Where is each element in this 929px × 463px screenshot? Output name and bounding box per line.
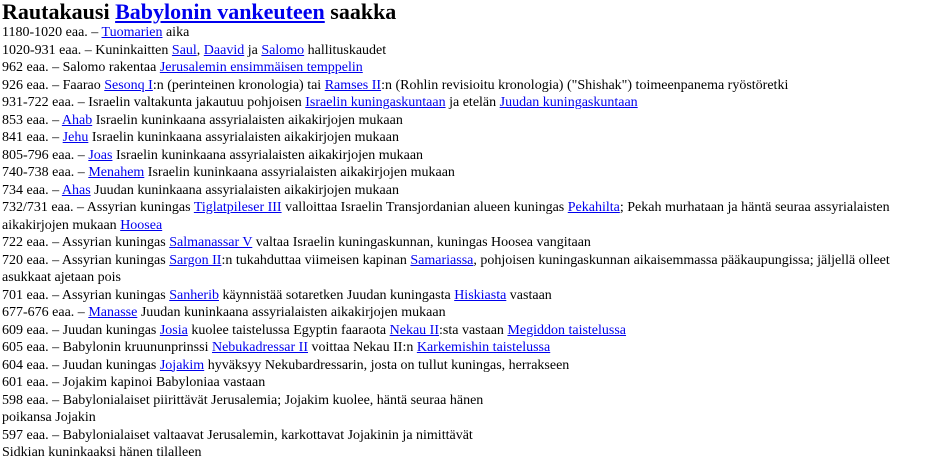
- timeline-entry: [2, 42, 929, 60]
- entry-text: aika: [162, 25, 190, 40]
- entry-text: :n (perinteinen kronologia) tai: [152, 77, 325, 93]
- entry-link[interactable]: Jerusalemin ensimmäisen temppelin: [159, 60, 363, 75]
- entry-text: Israelin kuninkaana assyrialaisten aikakirjojen mukaan: [92, 112, 403, 128]
- entry-text: Juudan kuninkaana assyrialaisten aikakirjojen mukaan: [90, 182, 399, 198]
- timeline-entry: [2, 129, 929, 147]
- timeline-entry: [2, 234, 929, 252]
- entry-text: vastaan: [506, 287, 552, 303]
- entry-link[interactable]: Jojakim: [159, 357, 205, 373]
- section-heading: [2, 0, 929, 24]
- entry-link[interactable]: Jehu: [62, 130, 89, 145]
- entry-text: 604 eaa. – Juudan kuningas: [2, 357, 160, 373]
- timeline-entry: [2, 199, 929, 234]
- entry-link[interactable]: Manasse: [88, 305, 138, 320]
- timeline-entry: [2, 357, 929, 375]
- entry-text: valloittaa Israelin Transjordanian alueen kuningas: [281, 200, 568, 215]
- entry-text: :n (Rohlin revisioitu kronologia) ("Shishak") toimeenpanema ryöstöretki: [381, 77, 789, 93]
- entry-text: Israelin kuninkaana assyrialaisten aikakirjojen mukaan: [88, 130, 399, 145]
- entry-link[interactable]: Joas: [88, 147, 113, 163]
- entry-link[interactable]: Nekau II: [389, 322, 439, 338]
- entry-text: voittaa Nekau II:n: [308, 340, 417, 355]
- entry-text: 1020-931 eaa. – Kuninkaitten: [2, 42, 172, 58]
- entry-link[interactable]: Saul: [171, 42, 197, 58]
- entry-text: 740-738 eaa. –: [2, 165, 89, 180]
- timeline-entry: [2, 182, 929, 200]
- entry-text: Israelin kuninkaana assyrialaisten aikakirjojen mukaan: [144, 165, 455, 180]
- entry-link[interactable]: Sesonq I: [104, 77, 153, 93]
- entry-link[interactable]: Ahab: [61, 112, 93, 128]
- entry-text: ; Pekah murhataan ja häntä seuraa assyrialaisten aikakirjojen mukaan: [2, 200, 890, 233]
- entry-text: 609 eaa. – Juudan kuningas: [2, 322, 160, 338]
- entry-text: hallituskaudet: [304, 42, 387, 58]
- heading-link-babylonian-captivity[interactable]: Babylonin vankeuteen: [115, 0, 325, 24]
- entry-text: 926 eaa. – Faarao: [2, 77, 105, 93]
- entry-text: 677-676 eaa. –: [2, 305, 89, 320]
- timeline-entry: [2, 304, 929, 322]
- entry-link[interactable]: Sanherib: [169, 287, 219, 303]
- entry-text: käynnistää sotaretken Juudan kuningasta: [218, 287, 455, 303]
- entry-link[interactable]: Menahem: [88, 165, 145, 180]
- entry-text: 597 eaa. – Babylonialaiset valtaavat Jerusalemin, karkottavat Jojakinin ja nimittävät: [2, 427, 473, 443]
- entry-link[interactable]: Juudan kuningaskuntaan: [499, 95, 638, 110]
- entry-text: 931-722 eaa. – Israelin valtakunta jakautuu pohjoisen: [2, 95, 306, 110]
- timeline-entry: [2, 164, 929, 182]
- timeline-entry: [2, 59, 929, 77]
- entry-link[interactable]: Salomo: [261, 42, 305, 58]
- timeline-entry: [2, 287, 929, 305]
- entry-text: 701 eaa. – Assyrian kuningas: [2, 287, 170, 303]
- heading-prefix: Rautakausi: [2, 0, 116, 24]
- entry-text: 853 eaa. –: [2, 112, 62, 128]
- entry-link[interactable]: Nebukadressar II: [211, 340, 308, 355]
- entry-text: Israelin kuninkaana assyrialaisten aikakirjojen mukaan: [112, 147, 424, 163]
- entry-text: kuolee taistelussa Egyptin faaraota: [187, 322, 390, 338]
- entry-text: hyväksyy Nekubardressarin, josta on tullut kuningas, herrakseen: [204, 357, 570, 373]
- timeline-entry: [2, 77, 929, 95]
- entry-text: , pohjoisen kuningaskunnan aikaisemmassa pääkaupungissa; jäljellä olleet asukkaat ajetaan pois: [2, 252, 890, 285]
- entry-link[interactable]: Samariassa: [410, 252, 474, 268]
- entry-text: 598 eaa. – Babylonialaiset piirittävät Jerusalemia; Jojakim kuolee, häntä seuraa hänen: [2, 392, 484, 408]
- timeline-entry: [2, 252, 929, 287]
- entry-text: 1180-1020 eaa. –: [2, 25, 102, 40]
- entry-text: :sta vastaan: [439, 322, 508, 338]
- timeline-entry: [2, 392, 929, 427]
- entry-link[interactable]: Hiskiasta: [454, 287, 507, 303]
- entry-text: 734 eaa. –: [2, 182, 62, 198]
- entry-text: 732/731 eaa. – Assyrian kuningas: [2, 200, 194, 215]
- entry-link[interactable]: Megiddon taistelussa: [507, 322, 627, 338]
- entry-link[interactable]: Tuomarien: [101, 25, 163, 40]
- entry-text: 722 eaa. – Assyrian kuningas: [2, 235, 170, 250]
- timeline-entry: [2, 339, 929, 357]
- entry-link[interactable]: Pekahilta: [567, 200, 620, 215]
- entry-text: 720 eaa. – Assyrian kuningas: [2, 252, 170, 268]
- entry-text: poikansa Jojakin: [2, 410, 96, 425]
- timeline-entry: [2, 94, 929, 112]
- entry-link[interactable]: Josia: [159, 322, 188, 338]
- entry-link[interactable]: Salmanassar V: [169, 235, 253, 250]
- entry-link[interactable]: Daavid: [203, 42, 245, 58]
- entry-text: ja: [244, 42, 262, 58]
- entry-link[interactable]: Hoosea: [120, 217, 163, 233]
- entry-text: 962 eaa. – Salomo rakentaa: [2, 60, 160, 75]
- timeline-entry: [2, 147, 929, 165]
- timeline-entry: [2, 374, 929, 392]
- entry-text: Juudan kuninkaana assyrialaisten aikakirjojen mukaan: [137, 305, 446, 320]
- timeline-entry: [2, 24, 929, 42]
- timeline-entry: [2, 427, 929, 462]
- entry-link[interactable]: Tiglatpileser III: [193, 200, 282, 215]
- entry-text: 841 eaa. –: [2, 130, 63, 145]
- entry-text: 805-796 eaa. –: [2, 147, 89, 163]
- timeline-entry: [2, 112, 929, 130]
- entry-link[interactable]: Israelin kuningaskuntaan: [305, 95, 446, 110]
- entry-text: ja etelän: [445, 95, 500, 110]
- entry-text: :n tukahduttaa viimeisen kapinan: [221, 252, 411, 268]
- entry-text: Sidkian kuninkaaksi hänen tilalleen: [2, 445, 202, 460]
- entry-text: ,: [196, 42, 204, 58]
- entry-link[interactable]: Ramses II: [324, 77, 382, 93]
- entry-text: valtaa Israelin kuningaskunnan, kuningas Hoosea vangitaan: [252, 235, 591, 250]
- entry-link[interactable]: Ahas: [61, 182, 91, 198]
- heading-suffix: saakka: [324, 0, 397, 24]
- timeline-entry: [2, 322, 929, 340]
- entry-text: 601 eaa. – Jojakim kapinoi Babyloniaa vastaan: [2, 375, 266, 390]
- entry-link[interactable]: Sargon II: [169, 252, 222, 268]
- entry-link[interactable]: Karkemishin taistelussa: [416, 340, 551, 355]
- timeline-list: [2, 24, 929, 462]
- entry-text: 605 eaa. – Babylonin kruununprinssi: [2, 340, 212, 355]
